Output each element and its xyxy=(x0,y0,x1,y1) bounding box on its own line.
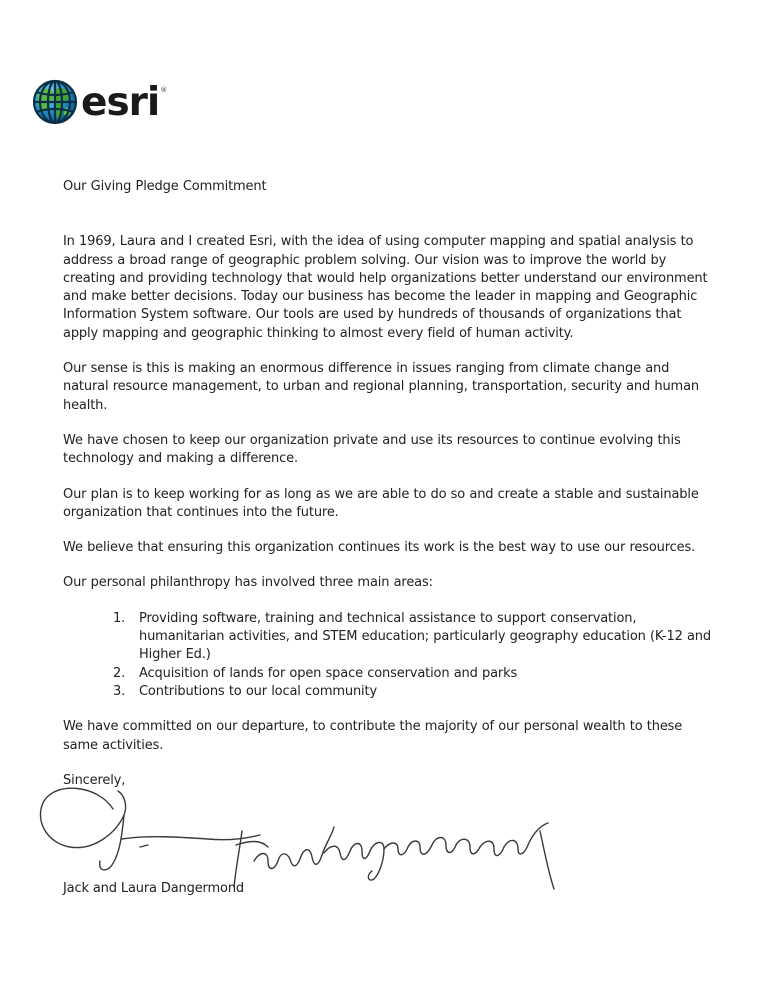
sign-off: Sincerely, xyxy=(63,772,126,788)
letter-body xyxy=(63,178,713,807)
paragraph-private: We have chosen to keep our organization private and use its resources to continue evolving this technology and making a difference. xyxy=(63,432,681,467)
list-number: 1. xyxy=(113,610,126,626)
globe-icon xyxy=(32,79,78,125)
esri-logo xyxy=(32,78,167,126)
list-item xyxy=(63,665,713,683)
philanthropy-list xyxy=(63,610,713,701)
paragraph-philanthropy: Our personal philanthropy has involved three main areas: xyxy=(63,575,433,591)
list-text: Acquisition of lands for open space conservation and parks xyxy=(139,665,518,681)
paragraph-belief: We believe that ensuring this organization continues its work is the best way to use our resources. xyxy=(63,540,696,556)
list-item xyxy=(63,610,713,665)
paragraph-plan: Our plan is to keep working for as long as we are able to do so and create a stable and sustainable organization that continues into the future. xyxy=(63,486,699,520)
trademark-symbol: ® xyxy=(160,86,168,94)
paragraph-commitment: We have committed on our departure, to contribute the majority of our personal wealth to these same activities. xyxy=(63,719,683,753)
signers-name: Jack and Laura Dangermond xyxy=(63,881,245,896)
list-number: 2. xyxy=(113,665,126,681)
paragraph-impact: Our sense is this is making an enormous difference in issues ranging from climate change and natural resource management, to urban and regional planning, transportation, security and human health. xyxy=(63,361,699,413)
letter-title: Our Giving Pledge Commitment xyxy=(63,179,267,194)
list-text: Contributions to our local community xyxy=(139,683,378,699)
esri-wordmark: esri xyxy=(81,79,160,125)
paragraph-history: In 1969, Laura and I created Esri, with the idea of using computer mapping and spatial analysis to address a broad range of geographic problem solving. Our vision was to improve the world by creating and providing technology that would help organizations better understand our environment and make better decisions. Today our business has become the leader in mapping and Geographic Information System software. Our tools are used by hundreds of thousands of organizations that apply mapping and geographic thinking to almost every field of human activity. xyxy=(63,234,708,341)
list-text: Providing software, training and technical assistance to support conservation, humanitarian activities, and STEM education; particularly geography education (K-12 and Higher Ed.) xyxy=(139,610,711,663)
list-item xyxy=(63,683,713,701)
list-number: 3. xyxy=(113,683,126,699)
